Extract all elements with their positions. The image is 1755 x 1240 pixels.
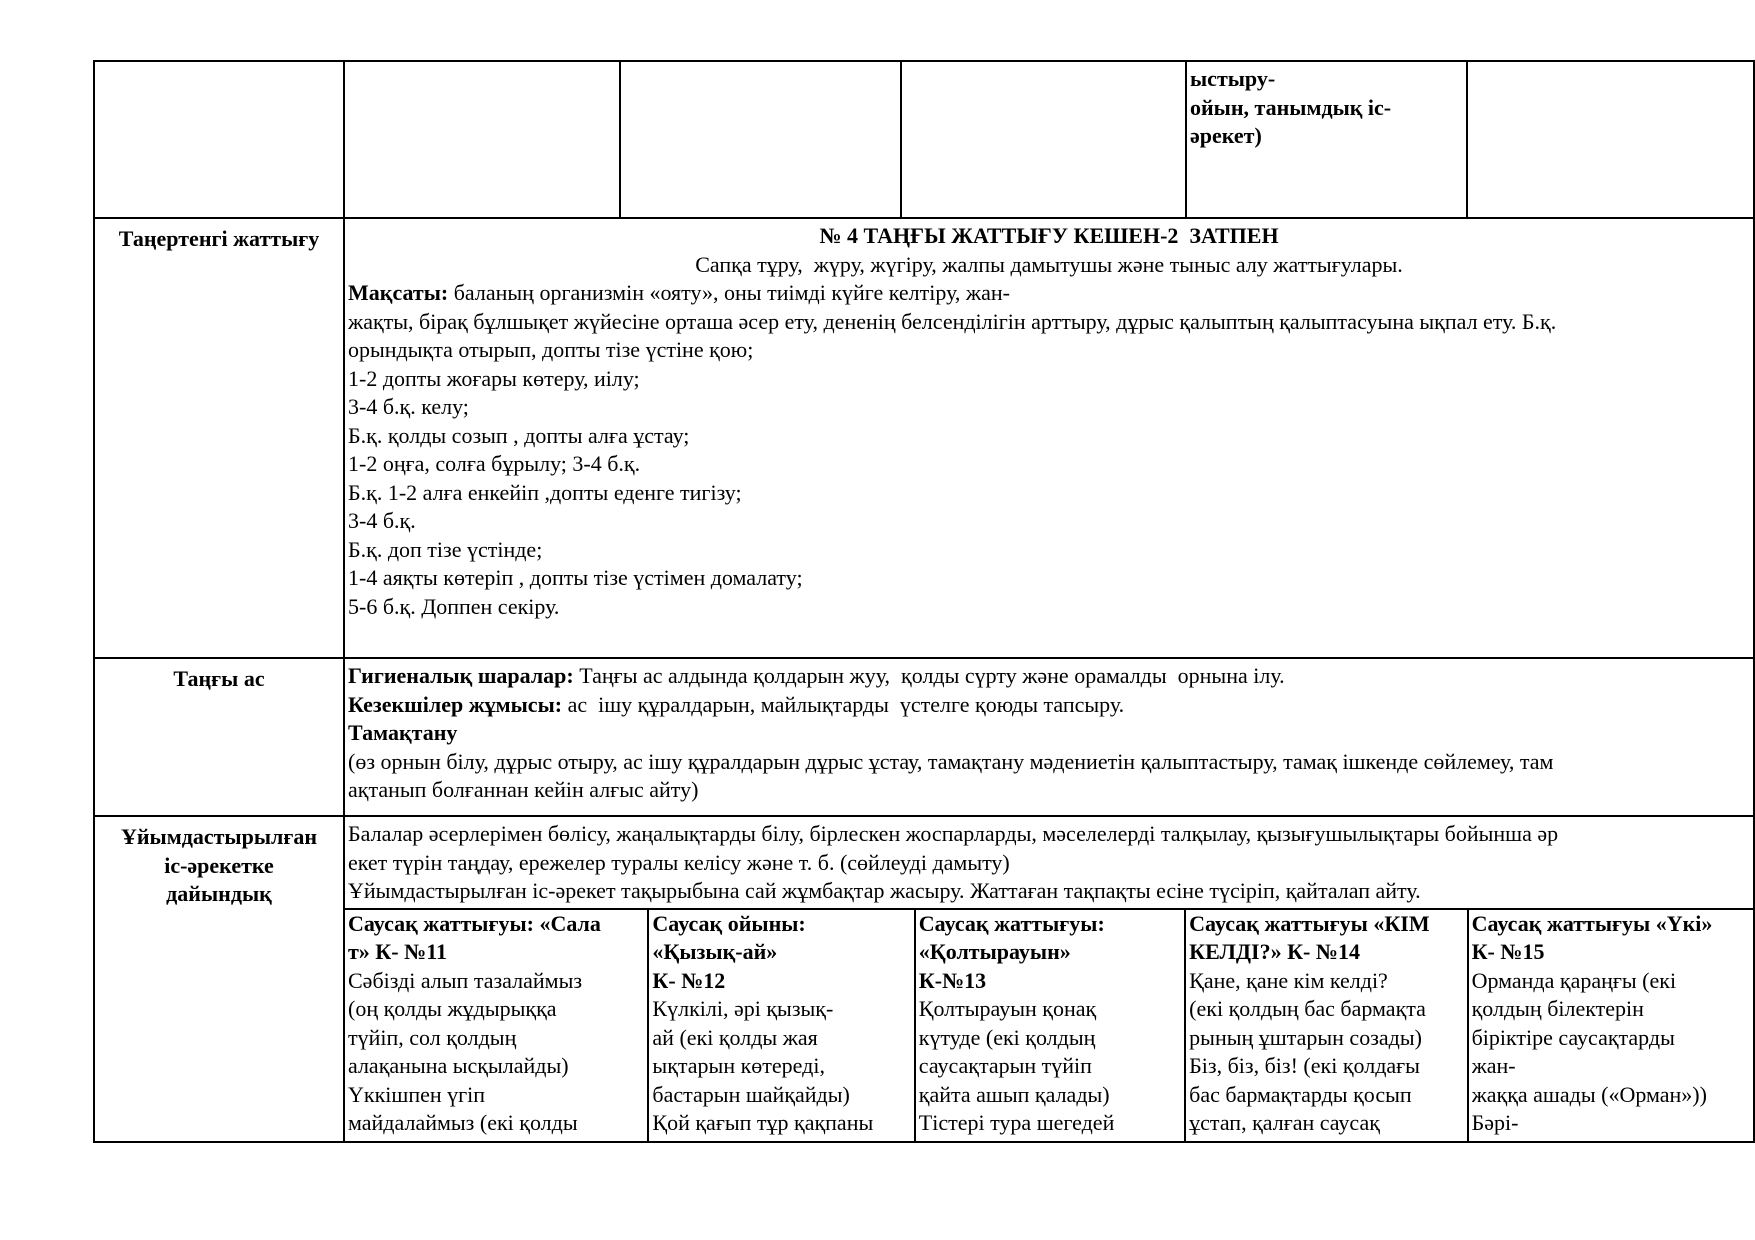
card-title: Саусақ жаттығуы: «Сала xyxy=(348,910,601,936)
card-title: К- №12 xyxy=(652,967,726,993)
exercise-title: № 4 ТАҢҒЫ ЖАТТЫҒУ КЕШЕН-2 ЗАТПЕН xyxy=(819,223,1279,248)
finger-exercises-row xyxy=(345,909,1753,1141)
label-line: дайындық xyxy=(166,881,272,906)
duty-text: ас ішу құралдарын, майлықтарды үстелге қоюды тапсыру. xyxy=(562,691,1125,717)
continued-cell xyxy=(1186,61,1467,218)
plan-page xyxy=(93,60,1753,1143)
hygiene-text: Таңғы ас алдында қолдарын жуу, қолды сүрту және орамалды орнына ілу. xyxy=(573,663,1285,688)
card-line: қолдың білектерін xyxy=(1471,996,1644,1021)
card-line: Қолтырауын қонақ xyxy=(918,996,1097,1021)
label-line: іс-әрекетке xyxy=(164,852,274,878)
card-line: жан- xyxy=(1471,1053,1516,1078)
card-line: ұстап, қалған саусақ xyxy=(1189,1110,1380,1135)
card-line: ай (екі қолды жая xyxy=(652,1024,818,1050)
row-label: Таңғы ас xyxy=(94,658,344,816)
breakfast-row xyxy=(94,658,1754,816)
card-line: Үккішпен үгіп xyxy=(348,1081,486,1107)
finger-exercises-table xyxy=(345,908,1753,1141)
card-line: (оң қолды жұдырыққа xyxy=(348,996,557,1021)
card-line: Сәбізді алып тазалаймыз xyxy=(348,967,583,993)
text-line: ойын, танымдық іс- xyxy=(1190,94,1392,120)
text-line: орындықта отырып, допты тізе үстіне қою; xyxy=(348,337,754,362)
text-line: 3-4 б.қ. xyxy=(348,508,416,533)
empty-cell xyxy=(901,61,1186,218)
text-line: Ұйымдастырылған іс-әрекет тақырыбына сай жұмбақтар жасыру. Жаттаған тақпақты есіне түсіріп, қайталап айту. xyxy=(348,878,1421,903)
plan-table xyxy=(93,60,1755,1143)
card-line: алақанына ысқылайды) xyxy=(348,1053,569,1078)
text-line: Б.қ. доп тізе үстінде; xyxy=(348,536,543,562)
card-line: Тістері тура шегедей xyxy=(918,1110,1115,1135)
card-title: К-№13 xyxy=(918,967,987,993)
text-line: Балалар әсерлерімен бөлісу, жаңалықтарды білу, бірлескен жоспарларды, мәселелерді талқылау, қызығушылықтары бойынша әр xyxy=(348,821,1559,846)
card-line: біріктіре саусақтарды xyxy=(1471,1024,1675,1050)
card-line: Күлкілі, әрі қызық- xyxy=(652,996,834,1021)
finger-exercise-card xyxy=(1468,909,1753,1141)
finger-exercise-card xyxy=(345,909,648,1141)
hygiene-line xyxy=(348,662,1750,691)
card-title: Саусақ жаттығуы «КІМ xyxy=(1189,910,1430,936)
card-line: саусақтарын түйіп xyxy=(918,1053,1092,1078)
exercise-content xyxy=(344,218,1754,658)
breakfast-content xyxy=(344,658,1754,816)
text-line: 1-2 оңға, солға бұрылу; 3-4 б.қ. xyxy=(348,451,641,476)
eating-label: Тамақтану xyxy=(348,720,458,745)
text-line: ақтанып болғаннан кейін алғыс айту) xyxy=(348,777,699,802)
exercise-row xyxy=(94,218,1754,658)
text-line: 1-2 допты жоғары көтеру, иілу; xyxy=(348,365,640,391)
row-label: Таңертенгі жаттығу xyxy=(94,218,344,658)
card-line: күтуде (екі қолдың xyxy=(918,1024,1096,1050)
empty-cell xyxy=(344,61,620,218)
card-title: «Қолтырауын» xyxy=(918,939,1071,964)
card-line: бастарын шайқайды) xyxy=(652,1081,850,1107)
continued-row xyxy=(94,61,1754,218)
card-line: Қане, қане кім келді? xyxy=(1189,967,1388,993)
card-title: «Қызық-ай» xyxy=(652,939,778,964)
card-title: КЕЛДІ?» К- №14 xyxy=(1189,939,1360,964)
card-title: т» К- №11 xyxy=(348,939,447,964)
card-line: Қой қағып тұр қақпаны xyxy=(652,1110,874,1135)
text-line: 5-6 б.қ. Доппен секіру. xyxy=(348,593,560,619)
prep-content xyxy=(344,816,1754,1142)
text-line: 3-4 б.қ. келу; xyxy=(348,394,469,419)
empty-cell xyxy=(1467,61,1754,218)
goal-label: Мақсаты: xyxy=(348,280,449,305)
card-title: К- №15 xyxy=(1471,939,1545,964)
duty-line xyxy=(348,691,1750,720)
text-line: екет түрін таңдау, ережелер туралы келісу және т. б. (сөйлеуді дамыту) xyxy=(348,849,1010,875)
empty-cell xyxy=(620,61,901,218)
row-label xyxy=(94,816,344,1142)
text-line: ыстыру- xyxy=(1190,66,1276,91)
card-title: Саусақ жаттығуы «Үкі» xyxy=(1471,910,1713,936)
finger-exercise-card xyxy=(648,909,914,1141)
exercise-goal xyxy=(348,279,1750,308)
label-line: Ұйымдастырылған xyxy=(120,824,318,849)
card-line: жаққа ашады («Орман»)) xyxy=(1471,1081,1707,1107)
text-line: әрекет) xyxy=(1190,123,1262,148)
card-line: майдалаймыз (екі қолды xyxy=(348,1110,578,1135)
text-line: Б.қ. қолды созып , допты алға ұстау; xyxy=(348,422,690,448)
empty-cell xyxy=(94,61,344,218)
card-line: рының ұштарын созады) xyxy=(1189,1024,1422,1050)
prep-row xyxy=(94,816,1754,1142)
text-line: (өз орнын білу, дұрыс отыру, ас ішу құралдарын дұрыс ұстау, тамақтану мәдениетін қалыптастыру, тамақ ішкенде сөйлемеу, там xyxy=(348,748,1554,774)
finger-exercise-card xyxy=(915,909,1185,1141)
card-line: бас бармақтарды қосып xyxy=(1189,1081,1412,1107)
finger-exercise-card xyxy=(1185,909,1467,1141)
text-line: жақты, бірақ бұлшықет жүйесіне орташа әсер ету, дененің белсенділігін арттыру, дұрыс қалыптың қалыптасуына ықпал ету. Б.қ. xyxy=(348,308,1557,334)
card-line: (екі қолдың бас бармақта xyxy=(1189,996,1426,1021)
card-title: Саусақ жаттығуы: xyxy=(918,910,1105,936)
card-title: Саусақ ойыны: xyxy=(652,910,806,936)
hygiene-label: Гигиеналық шаралар: xyxy=(348,663,574,688)
card-line: ықтарын көтереді, xyxy=(652,1053,825,1078)
exercise-subtitle: Сапқа тұру, жүру, жүгіру, жалпы дамытушы және тыныс алу жаттығулары. xyxy=(695,251,1403,277)
card-line: Біз, біз, біз! (екі қолдағы xyxy=(1189,1053,1420,1078)
goal-text: баланың организмін «ояту», оны тиімді күйге келтіру, жан- xyxy=(448,280,1010,305)
text-line: 1-4 аяқты көтеріп , допты тізе үстімен домалату; xyxy=(348,565,803,590)
card-line: түйіп, сол қолдың xyxy=(348,1024,517,1050)
text-line: Б.қ. 1-2 алға енкейіп ,допты еденге тигізу; xyxy=(348,479,742,505)
card-line: қайта ашып қалады) xyxy=(918,1081,1110,1107)
card-line: Бәрі- xyxy=(1471,1110,1519,1135)
card-line: Орманда қараңғы (екі xyxy=(1471,967,1677,993)
duty-label: Кезекшілер жұмысы: xyxy=(348,691,563,717)
